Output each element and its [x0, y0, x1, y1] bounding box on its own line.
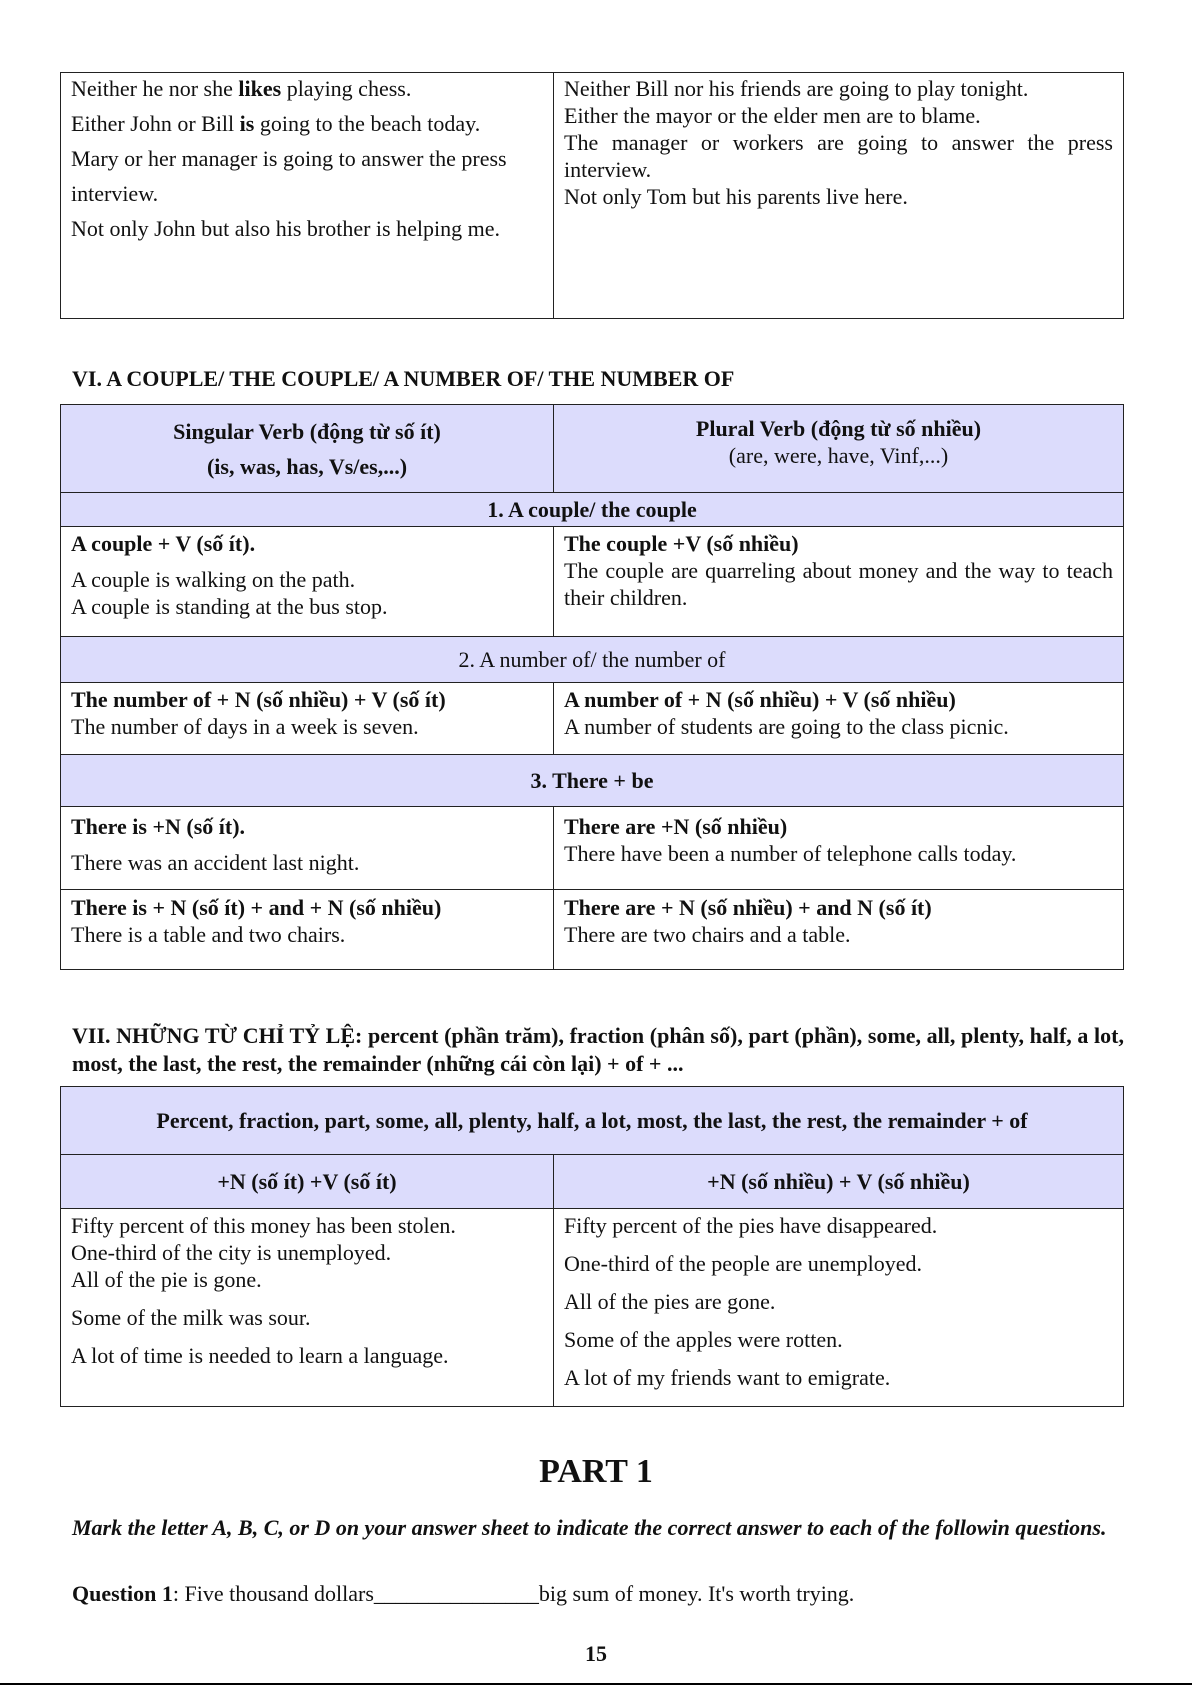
rule-cell-left — [61, 527, 554, 637]
part-title: PART 1 — [539, 1453, 653, 1490]
example-text: The couple are quarreling about money and the way to teach their children. — [564, 558, 1113, 610]
plural-header-title: Plural Verb (động từ số nhiều) — [695, 416, 982, 441]
example-text: A lot of time is needed to learn a language. — [71, 1343, 449, 1368]
rule-text: There are +N (số nhiều) — [564, 814, 788, 839]
singular-header-sub: (is, was, has, Vs/es,...) — [206, 453, 408, 479]
right-sentence: Either the mayor or the elder men are to blame. — [564, 103, 981, 128]
example-text: Fifty percent of this money has been stolen. — [71, 1213, 456, 1238]
proportion-table-header: Percent, fraction, part, some, all, plenty, half, a lot, most, the last, the rest, the remainder + of — [61, 1087, 1124, 1155]
correlative-left-cell — [61, 73, 554, 319]
rule-text: The couple +V (số nhiều) — [564, 531, 799, 556]
question-text-after: big sum of money. It's worth trying. — [538, 1581, 855, 1606]
rule-text: A couple + V (số ít). — [71, 531, 256, 556]
correlative-right-cell — [554, 73, 1124, 319]
example-text: Some of the apples were rotten. — [564, 1327, 843, 1352]
left-sentence: Either John or Bill is going to the beach today. — [71, 111, 481, 136]
example-text: One-third of the city is unemployed. — [71, 1240, 392, 1265]
right-sentence: Not only Tom but his parents live here. — [564, 184, 908, 209]
right-sentence: Neither Bill nor his friends are going to play tonight. — [564, 76, 1029, 101]
question-text-before: : Five thousand dollars — [172, 1581, 374, 1606]
singular-verb-header — [61, 405, 554, 493]
right-sentence: The manager or workers are going to answer the press interview. — [564, 130, 1113, 182]
plural-header-sub: (are, were, have, Vinf,...) — [728, 443, 949, 468]
example-text: There have been a number of telephone calls today. — [564, 841, 1017, 866]
example-text: All of the pies are gone. — [564, 1289, 776, 1314]
example-text: There was an accident last night. — [71, 850, 360, 875]
left-sentence: Mary or her manager is going to answer the press — [71, 146, 507, 171]
page-number: 15 — [585, 1641, 607, 1666]
part-instruction: Mark the letter A, B, C, or D on your answer sheet to indicate the correct answer to each of the followin questions. — [72, 1515, 1107, 1540]
rule-cell-left — [61, 807, 554, 890]
proportion-table — [60, 1086, 1124, 1407]
singular-examples-cell — [61, 1209, 554, 1407]
question-label: Question 1 — [72, 1581, 173, 1606]
example-text: The number of days in a week is seven. — [71, 714, 419, 739]
plural-verb-header — [554, 405, 1124, 493]
answer-blank: _______________ — [373, 1581, 539, 1606]
example-text: A number of students are going to the class picnic. — [564, 714, 1009, 739]
rule-cell-right — [554, 890, 1124, 970]
group-title: 2. A number of/ the number of — [61, 637, 1124, 683]
left-sentence: Not only John but also his brother is helping me. — [71, 216, 500, 241]
example-text: Fifty percent of the pies have disappeared. — [564, 1213, 938, 1238]
example-text: There are two chairs and a table. — [564, 922, 851, 947]
group-title: 3. There + be — [61, 755, 1124, 807]
example-text: A couple is standing at the bus stop. — [71, 594, 388, 619]
group-title: 1. A couple/ the couple — [61, 493, 1124, 527]
singular-header-title: Singular Verb (động từ số ít) — [173, 418, 441, 444]
example-text: Some of the milk was sour. — [71, 1305, 311, 1330]
rule-text: The number of + N (số nhiều) + V (số ít) — [71, 687, 446, 712]
rule-cell-left — [61, 683, 554, 755]
example-text: One-third of the people are unemployed. — [564, 1251, 922, 1276]
rule-cell-right — [554, 683, 1124, 755]
rule-text: There are + N (số nhiều) + and N (số ít) — [564, 895, 932, 920]
example-text: There is a table and two chairs. — [71, 922, 346, 947]
rule-cell-right — [554, 527, 1124, 637]
example-text: A lot of my friends want to emigrate. — [564, 1365, 891, 1390]
question-1 — [72, 1580, 854, 1608]
plural-column-header: +N (số nhiều) + V (số nhiều) — [554, 1155, 1124, 1209]
example-text: A couple is walking on the path. — [71, 567, 356, 592]
section-7-heading: VII. NHỮNG TỪ CHỈ TỶ LỆ: percent (phần trăm), fraction (phân số), part (phần), some, all, plenty, half, a lot, most, the last, the rest, the remainder (những cái còn lại) + of + ... — [72, 1023, 1124, 1076]
section-6-heading: VI. A COUPLE/ THE COUPLE/ A NUMBER OF/ THE NUMBER OF — [72, 366, 735, 391]
rule-text: There is + N (số ít) + and + N (số nhiều) — [71, 895, 442, 920]
plural-examples-cell — [554, 1209, 1124, 1407]
left-sentence: Neither he nor she likes playing chess. — [71, 76, 412, 101]
rule-text: There is +N (số ít). — [71, 814, 246, 839]
couple-number-table — [60, 404, 1124, 970]
rule-text: A number of + N (số nhiều) + V (số nhiều) — [564, 687, 956, 712]
left-sentence: interview. — [71, 181, 159, 206]
example-text: All of the pie is gone. — [71, 1267, 262, 1292]
singular-column-header: +N (số ít) +V (số ít) — [61, 1155, 554, 1209]
correlative-table — [60, 72, 1124, 319]
rule-cell-right — [554, 807, 1124, 890]
rule-cell-left — [61, 890, 554, 970]
